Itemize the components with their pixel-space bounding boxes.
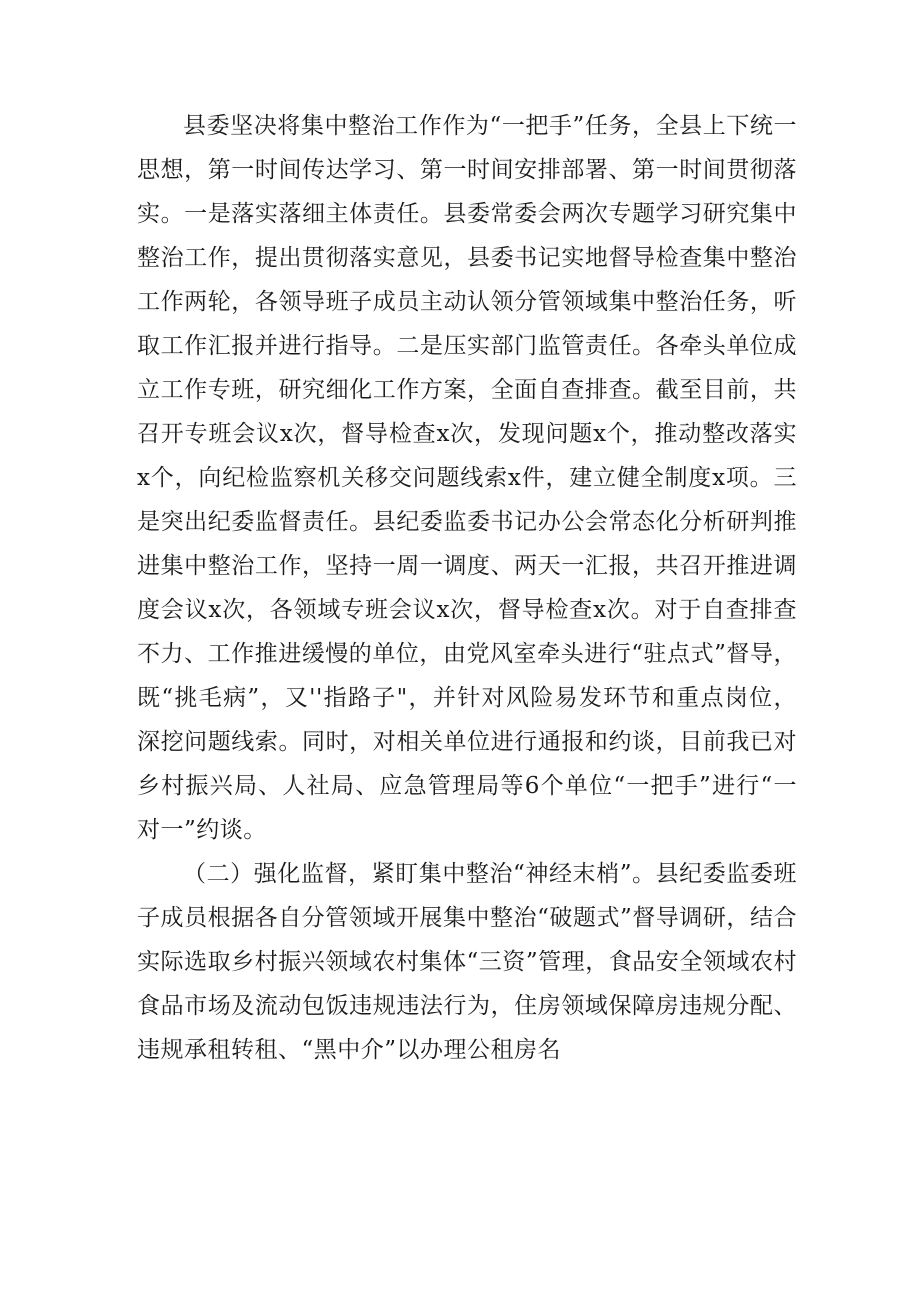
- paragraph-supervision: （二）强化监督，紧盯集中整治“神经末梢”。县纪委监委班子成员根据各自分管领域开展集中整治“破题式”督导调研，结合实际选取乡村振兴领域农村集体“三资”管理，食品安全领域农村食品市场及流动包饭违规违法行为，住房领域保障房违规分配、违规承租转租、“黑中介”以办理公租房名: [137, 861, 797, 1063]
- paragraph-responsibility: 县委坚决将集中整治工作作为“一把手”任务，全县上下统一思想，第一时间传达学习、第一时间安排部署、第一时间贯彻落实。一是落实落细主体责任。县委常委会两次专题学习研究集中整治工作，提出贯彻落实意见，县委书记实地督导检查集中整治工作两轮，各领导班子成员主动认领分管领域集中整治任务，听取工作汇报并进行指导。二是压实部门监管责任。各牵头单位成立工作专班，研究细化工作方案，全面自查排查。截至目前，共召开专班会议x次，督导检查x次，发现问题x个，推动整改落实x个，向纪检监察机关移交问题线索x件，建立健全制度x项。三是突出纪委监督责任。县纪委监委书记办公会常态化分析研判推进集中整治工作，坚持一周一调度、两天一汇报，共召开推进调度会议x次，各领域专班会议x次，督导检查x次。对于自查排查不力、工作推进缓慢的单位，由党风室牵头进行“驻点式”督导，既“挑毛病”，又''指路子"，并针对风险易发环节和重点岗位，深挖问题线索。同时，对相关单位进行通报和约谈，目前我已对乡村振兴局、人社局、应急管理局等6个单位“一把手”进行“一对一”约谈。: [137, 113, 797, 843]
- document-body: [137, 104, 797, 1072]
